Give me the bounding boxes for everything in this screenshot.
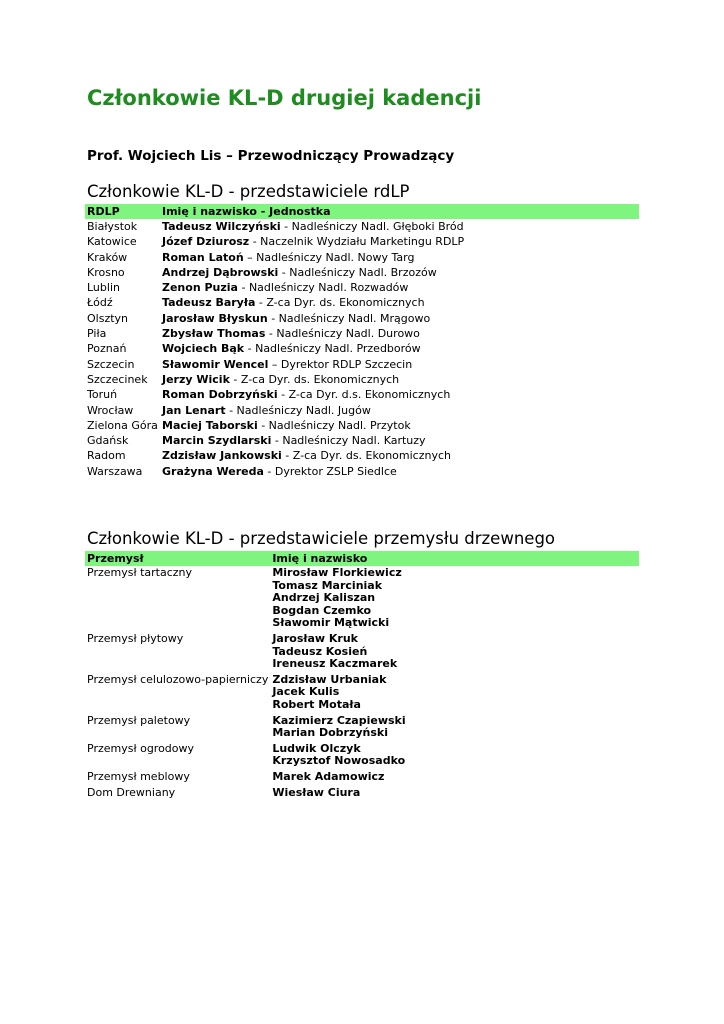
member-cell (160, 234, 639, 249)
member-name: Ludwik Olczyk (272, 741, 361, 755)
table-row (85, 387, 639, 402)
member-name: Tadeusz Kosień (272, 644, 368, 658)
member-name: Jarosław Kruk (272, 631, 358, 645)
member-cell (160, 433, 639, 448)
rdlp-city: Piła (87, 327, 107, 341)
rdlp-city: Łódź (87, 296, 113, 310)
table-row (85, 448, 639, 463)
member-cell (160, 357, 639, 372)
member-name: Wojciech Bąk (162, 342, 245, 356)
member-name: Zbysław Thomas (162, 327, 266, 341)
member-names-cell (270, 742, 639, 770)
member-unit: - Nadleśniczy Nadl. Rozwadów (237, 281, 409, 295)
member-name: Andrzej Dąbrowski (162, 265, 279, 279)
member-unit: - Nadleśniczy Nadl. Przedborów (244, 342, 421, 356)
member-unit: - Nadleśniczy Nadl. Kartuzy (271, 434, 426, 448)
member-name: Robert Motała (272, 697, 361, 711)
member-cell (160, 219, 639, 234)
table-row (85, 372, 639, 387)
member-name: Zdzisław Urbaniak (272, 672, 387, 686)
member-cell (160, 326, 639, 341)
member-name: Mirosław Florkiewicz (272, 566, 402, 579)
industry-members-table (85, 551, 639, 801)
rdlp-city: Katowice (87, 235, 137, 249)
member-unit: – Nadleśniczy Nadl. Nowy Targ (243, 250, 415, 264)
rdlp-city: Szczecin (87, 357, 135, 371)
member-name: Tomasz Marciniak (272, 578, 383, 592)
member-name: Sławomir Mątwicki (272, 616, 390, 630)
chairman-line: Prof. Wojciech Lis – Przewodniczący Prowadzący (87, 148, 455, 164)
table-header-row (85, 551, 639, 566)
rdlp-city: Wrocław (87, 403, 134, 417)
member-name: Tadeusz Wilczyński (162, 220, 281, 233)
rdlp-city: Radom (87, 449, 126, 463)
table-row (85, 341, 639, 356)
table-row (85, 280, 639, 295)
member-unit: - Nadleśniczy Nadl. Durowo (265, 327, 420, 341)
member-names-cell (270, 566, 639, 632)
member-cell (160, 295, 639, 310)
member-unit: - Z-ca Dyr. d.s. Ekonomicznych (277, 388, 451, 402)
rdlp-city: Toruń (87, 388, 118, 402)
rdlp-city: Szczecinek (87, 372, 148, 386)
member-name: Jarosław Błyskun (162, 311, 268, 325)
column-header-name: Imię i nazwisko (270, 551, 639, 566)
table-row (85, 742, 639, 770)
member-names-cell (270, 632, 639, 673)
member-name: Kazimierz Czapiewski (272, 713, 406, 727)
table-row (85, 250, 639, 265)
member-name: Jan Lenart (162, 403, 226, 417)
member-unit: - Naczelnik Wydziału Marketingu RDLP (249, 235, 465, 249)
member-name: Krzysztof Nowosadko (272, 754, 406, 768)
table-row (85, 265, 639, 280)
industry-name: Przemysł tartaczny (87, 566, 193, 579)
member-cell (160, 403, 639, 418)
rdlp-city: Poznań (87, 342, 127, 356)
member-name: Ireneusz Kaczmarek (272, 657, 398, 671)
member-name: Jerzy Wicik (162, 372, 230, 386)
member-unit: – Dyrektor RDLP Szczecin (268, 357, 413, 371)
column-header-name-unit: Imię i nazwisko - Jednostka (160, 204, 639, 219)
member-unit: - Nadleśniczy Nadl. Brzozów (278, 265, 437, 279)
rdlp-section-heading: Członkowie KL-D - przedstawiciele rdLP (87, 182, 410, 201)
industry-name: Dom Drewniany (87, 785, 176, 799)
member-names-cell (270, 770, 639, 786)
table-row (85, 357, 639, 372)
table-row (85, 433, 639, 448)
member-names-cell (270, 673, 639, 714)
member-unit: - Nadleśniczy Nadl. Przytok (257, 418, 411, 432)
member-unit: - Z-ca Dyr. ds. Ekonomicznych (281, 449, 452, 463)
table-row (85, 326, 639, 341)
member-cell (160, 448, 639, 463)
member-cell (160, 341, 639, 356)
member-cell (160, 372, 639, 387)
table-header-row (85, 204, 639, 219)
member-name: Bogdan Czemko (272, 603, 372, 617)
industry-section-heading: Członkowie KL-D - przedstawiciele przemysłu drzewnego (87, 529, 556, 548)
member-names-cell (270, 714, 639, 742)
industry-name: Przemysł płytowy (87, 631, 184, 645)
rdlp-city: Białystok (87, 220, 138, 233)
member-cell (160, 387, 639, 402)
table-row (85, 311, 639, 326)
table-row (85, 770, 639, 786)
member-name: Marek Adamowicz (272, 769, 385, 783)
member-unit: - Dyrektor ZSLP Siedlce (263, 464, 397, 478)
industry-name: Przemysł paletowy (87, 713, 191, 727)
member-name: Marian Dobrzyński (272, 726, 389, 740)
industry-name: Przemysł meblowy (87, 769, 190, 783)
member-name: Roman Latoń (162, 250, 244, 264)
member-unit: - Z-ca Dyr. ds. Ekonomicznych (229, 372, 400, 386)
member-name: Sławomir Wencel (162, 357, 269, 371)
table-row (85, 714, 639, 742)
member-cell (160, 280, 639, 295)
rdlp-city: Krosno (87, 265, 125, 279)
member-name: Maciej Taborski (162, 418, 258, 432)
column-header-industry: Przemysł (85, 551, 270, 566)
rdlp-city: Kraków (87, 250, 128, 264)
member-names-cell (270, 786, 639, 802)
member-cell (160, 311, 639, 326)
rdlp-city: Zielona Góra (87, 418, 158, 432)
table-row (85, 673, 639, 714)
rdlp-members-table (85, 204, 639, 479)
member-name: Marcin Szydlarski (162, 434, 272, 448)
table-row (85, 786, 639, 802)
industry-name: Przemysł ogrodowy (87, 741, 195, 755)
table-row (85, 418, 639, 433)
rdlp-city: Gdańsk (87, 434, 129, 448)
member-name: Wiesław Ciura (272, 785, 361, 799)
table-row (85, 219, 639, 234)
table-row (85, 403, 639, 418)
member-name: Zenon Puzia (162, 281, 238, 295)
member-cell (160, 265, 639, 280)
rdlp-city: Lublin (87, 281, 120, 295)
member-cell (160, 464, 639, 479)
table-row (85, 295, 639, 310)
member-unit: - Nadleśniczy Nadl. Jugów (225, 403, 371, 417)
rdlp-city: Olsztyn (87, 311, 129, 325)
member-name: Jacek Kulis (272, 685, 340, 699)
industry-name: Przemysł celulozowo-papierniczy (87, 672, 269, 686)
member-name: Józef Dziurosz (162, 235, 250, 249)
table-row (85, 632, 639, 673)
table-row (85, 234, 639, 249)
table-row (85, 464, 639, 479)
member-unit: - Nadleśniczy Nadl. Głęboki Bród (280, 220, 464, 233)
table-row (85, 566, 639, 632)
member-name: Grażyna Wereda (162, 464, 264, 478)
page-title: Członkowie KL-D drugiej kadencji (87, 86, 482, 110)
member-name: Zdzisław Jankowski (162, 449, 282, 463)
member-cell (160, 250, 639, 265)
member-name: Tadeusz Baryła (162, 296, 256, 310)
member-unit: - Nadleśniczy Nadl. Mrągowo (267, 311, 431, 325)
rdlp-city: Warszawa (87, 464, 143, 478)
member-name: Roman Dobrzyński (162, 388, 278, 402)
member-unit: - Z-ca Dyr. ds. Ekonomicznych (255, 296, 425, 310)
member-cell (160, 418, 639, 433)
column-header-rdlp: RDLP (85, 204, 160, 219)
member-name: Andrzej Kaliszan (272, 591, 376, 605)
